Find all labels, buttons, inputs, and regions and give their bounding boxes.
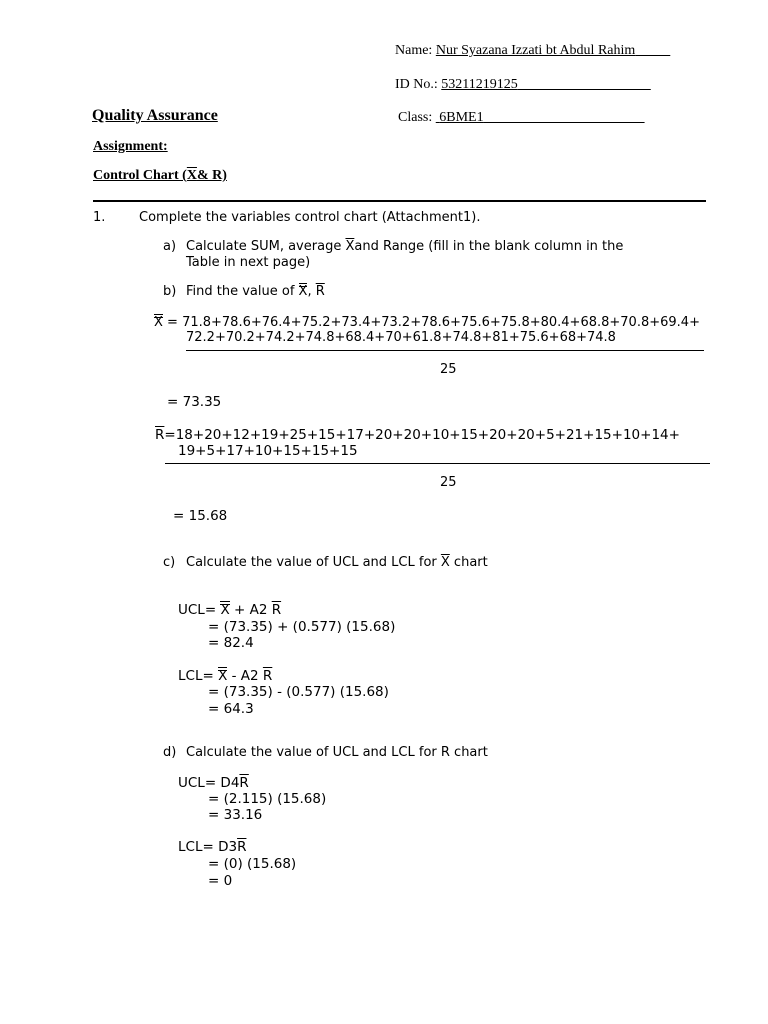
header-divider [93,200,706,202]
xbar-calc-line1: X = 71.8+78.6+76.4+75.2+73.4+73.2+78.6+75.6+75.8+80.4+68.8+70.8+69.4+ [154,315,700,330]
x-chart-lcl-formula: LCL= X - A2 $\overline{R}$ [178,668,273,684]
r-chart-lcl-formula: $LCL= D3\overline{R}$ [178,839,247,855]
part-a-label: a) [163,239,177,254]
name-value: Nur Syazana Izzati bt Abdul Rahim [435,43,636,58]
course-title: Quality Assurance [92,107,218,124]
rbar-symbol: $\overline{R}$ [262,668,273,684]
rbar-denominator: 25 [440,475,457,490]
class-line [398,110,645,126]
xdoublebar-symbol: X [218,668,228,684]
r-chart-ucl-step2: = 33.16 [208,807,263,823]
rbar-symbol: $\overline{R}$ [237,839,247,855]
xbar-symbol: $\overline{X}$ [345,239,355,254]
xdoublebar-symbol: X [220,602,230,618]
xbar-result: = 73.35 [167,394,222,410]
name-line [395,43,670,59]
class-value: 6BME1 [439,110,484,125]
part-a-text: Calculate SUM, average $\overline{X}and$ Range (fill in the blank column in the [186,239,624,254]
name-underline-pad [635,43,670,58]
xbar-denominator: 25 [440,362,457,377]
rbar-calc-line1: $\overline{R}=18+20+12+19+25+15+17+20+20+10+15+20+20+5+21+15+10+14+$ [155,427,680,443]
part-c-text: Calculate the value of UCL and LCL for $\overline{X}$ chart [186,555,488,570]
chart-title: Control Chart (X& R) [93,168,227,183]
id-underline-pad [518,77,651,92]
name-label: Name: [395,43,433,58]
id-label: ID No.: [395,77,438,92]
x-chart-lcl-step1: = (73.35) - (0.577) (15.68) [208,684,389,700]
rbar-result: = 15.68 [173,508,228,524]
part-d-label: d) [163,745,177,760]
r-chart-lcl-step2: = 0 [208,873,233,889]
id-line [395,77,651,93]
rbar-symbol: $\overline{R}$ [155,427,165,443]
rbar-symbol: $\overline{R}$ [315,284,325,299]
part-b-text: Find the value of X, $\overline{R}$ [186,284,325,299]
xbar-calc-line2: 72.2+70.2+74.2+74.8+68.4+70+61.8+74.8+81+75.6+68+74.8 [186,330,616,345]
question-number: 1. [93,210,106,225]
part-d-text: Calculate the value of UCL and LCL for R chart [186,745,488,760]
assignment-label: Assignment: [93,139,168,154]
part-a-text-cont: Table in next page) [186,255,311,270]
xdoublebar-symbol: X [298,284,308,299]
part-c-label: c) [163,555,176,570]
id-value: 53211219125 [441,77,518,92]
xbar-fraction-bar [186,350,704,351]
x-chart-ucl-step2: = 82.4 [208,635,254,651]
rbar-symbol: $\overline{R}$ [271,602,282,618]
x-chart-ucl-step1: = (73.35) + (0.577) (15.68) [208,619,396,635]
x-chart-lcl-step2: = 64.3 [208,701,254,717]
r-chart-ucl-step1: = (2.115) (15.68) [208,791,327,807]
xbar-symbol: $\overline{X}$ [440,555,450,570]
xdoublebar-symbol: X [154,315,163,330]
part-b-label: b) [163,284,177,299]
rbar-symbol: $\overline{R}$ [239,775,249,791]
rbar-calc-line2: 19+5+17+10+15+15+15 [178,443,358,459]
x-chart-ucl-formula: UCL= X + A2 $\overline{R}$ [178,602,282,618]
xbar-symbol: X [186,168,197,183]
r-chart-ucl-formula: $UCL= D4\overline{R}$ [178,775,249,791]
class-label: Class: [398,110,433,125]
r-chart-lcl-step1: = (0) (15.68) [208,856,297,872]
question-text: Complete the variables control chart (Attachment1). [139,210,481,225]
rbar-fraction-bar [165,463,710,464]
